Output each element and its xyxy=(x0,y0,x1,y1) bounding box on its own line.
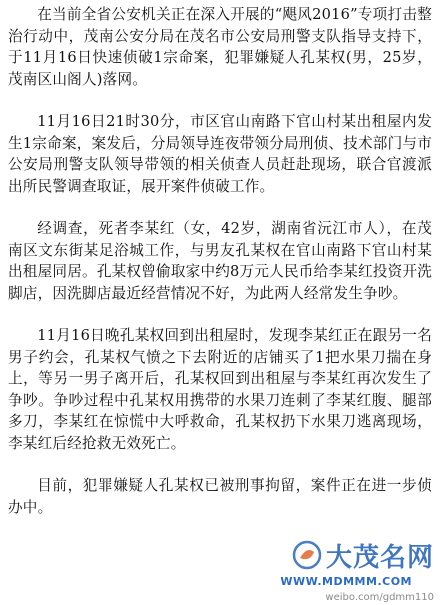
logo-text: 大茂名网 xyxy=(325,542,434,573)
paragraph-incident: 11月16日21时30分，市区官山南路下官山村某出租屋内发生1宗命案，案发后，分局领导连夜带领分局刑侦、技术部门与市公安局刑警支队领导带领的相关侦查人员赶赴现场，联合官渡派出所民警调查取证，展开案件侦破工作。 xyxy=(8,113,432,195)
logo-swirl-icon xyxy=(292,540,322,570)
watermark-weibo-handle: weibo.com/gdmm110 xyxy=(325,592,434,603)
article-body xyxy=(8,4,432,539)
paragraph-intro: 在当前全省公安机关正在深入开展的“飓风2016”专项打击整治行动中，茂南公安分局在茂名市公安局刑警支队指导支持下，于11月16日快速侦破1宗命案，犯罪嫌疑人孔某权(男，25岁，茂南区山阁人)落网。 xyxy=(8,6,432,88)
paragraph-status: 目前，犯罪嫌疑人孔某权已被刑事拘留，案件正在进一步侦办中。 xyxy=(8,477,432,516)
paragraph-details: 11月16日晚孔某权回到出租屋时，发现李某红正在跟另一名男子约会，孔某权气愤之下去附近的店铺买了1把水果刀揣在身上，等另一男子离开后，孔某权回到出租屋与李某红再次发生了争吵。争吵过程中孔某权用携带的水果刀连刺了李某红腹、腿部多刀，李某红在惊慌中大呼救命，孔某权扔下水果刀逃离现场，李某红后经抢救无效死亡。 xyxy=(8,327,432,452)
watermark-site-url: WWW.MDMMM.COM xyxy=(280,575,412,588)
paragraph-investigation: 经调查，死者李某红（女，42岁，湖南省沅江市人），在茂南区文东街某足浴城工作，与男友孔某权在官山南路下官山村某出租屋同居。孔某权曾偷取家中约8万元人民币给李某红投资开洗脚店，因洗脚店最近经营情况不好，为此两人经常发生争吵。 xyxy=(8,220,432,302)
watermark-logo xyxy=(259,535,434,575)
